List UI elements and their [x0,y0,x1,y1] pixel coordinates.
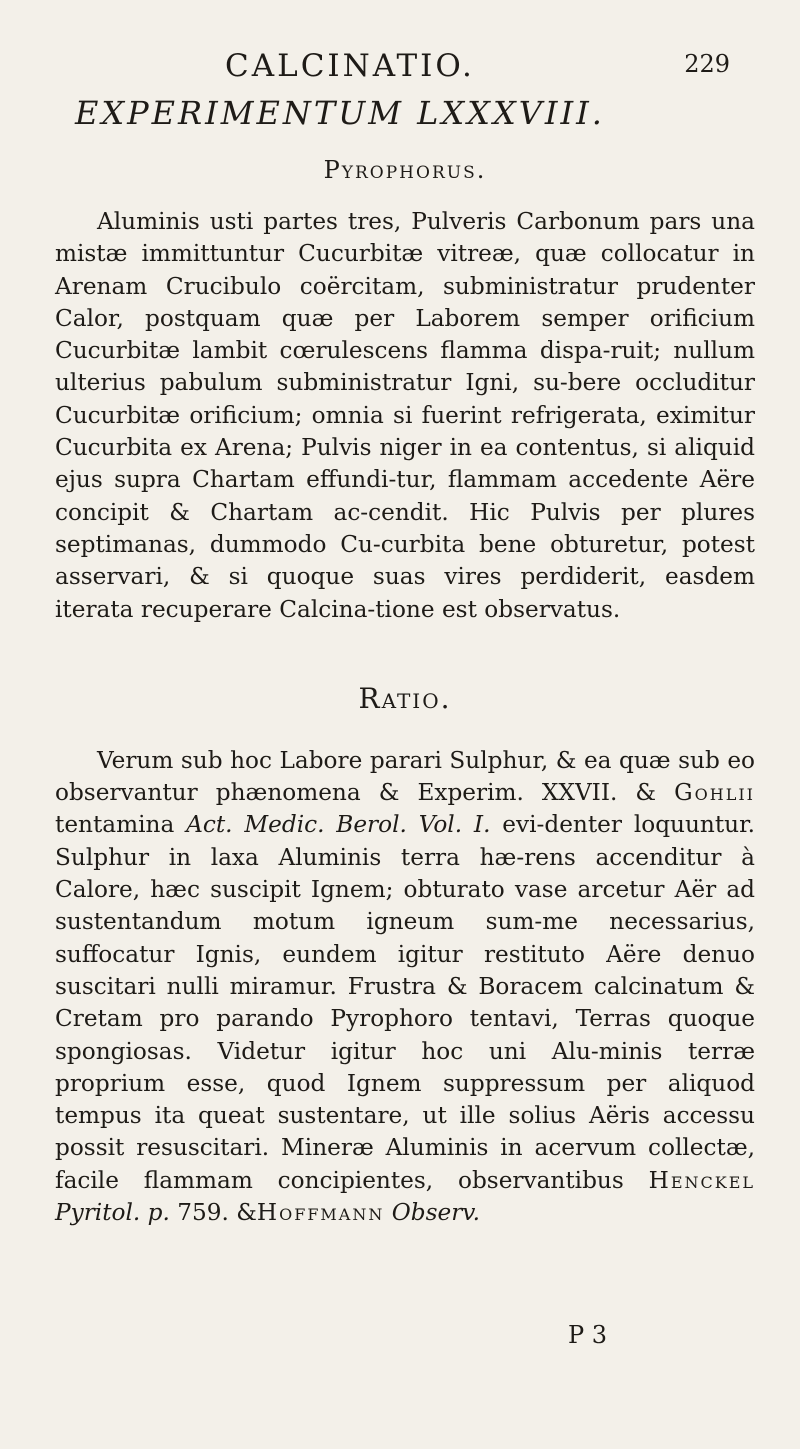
experiment-paragraph: Aluminis usti partes tres, Pulveris Carbonum pars una mistæ immittuntur Cucurbitæ vitreæ, quæ collocatur in Arenam Crucibulo coërcitam, subministratur prudenter Calor, postquam quæ per Laborem semper orificium Cucurbitæ lambit cœrulescens flamma dispa-ruit; nullum ulterius pabulum subministratur Igni, su-bere occluditur Cucurbitæ orificium; omnia si fuerint refrigerata, eximitur Cucurbita ex Arena; Pulvis niger in ea contentus, si aliquid ejus supra Chartam effundi-tur, flammam accedente Aëre concipit & Chartam ac-cendit. Hic Pulvis per plures septimanas, dummodo Cu-curbita bene obturetur, potest asservari, & si quoque suas vires perdiderit, easdem iterata recuperare Calcina-tione est observatus. [55,208,755,623]
running-head [55,48,755,92]
citation-observationes: Observ. [391,1199,481,1227]
citation-pyritologia: Pyritol. p. [55,1199,170,1227]
author-henckel: Henckel [648,1166,755,1194]
ratio-heading: Ratio. [358,681,452,715]
ratio-text-2: tentamina [55,811,187,839]
running-title: CALCINATIO. [225,48,475,84]
signature-mark: P 3 [568,1321,608,1349]
ratio-text-4: 759. & [169,1199,257,1227]
author-hoffmann: Hoffmann [256,1199,385,1227]
ratio-text-3: evi-denter loquuntur. Sulphur in laxa Aluminis terra hæ-rens accenditur à Calore, hæc suscipit Ignem; obturato vase arcetur Aër ad sustentandum motum igneum sum-me necessarius, suffocatur Ignis, eundem igitur restituto Aëre denuo suscitari nulli miramur. Frustra & Boracem calcinatum & Cretam pro parando Pyrophoro tentavi, Terras quoque spongiosas. Videtur igitur hoc uni Alu-minis terræ proprium esse, quod Ignem suppressum per aliquod tempus ita queat sustentare, ut ille solius Aëris accessu possit resuscitari. Mineræ Aluminis in acervum collectæ, facile flammam concipientes, observantibus [55,811,755,1194]
ratio-text-1: Verum sub hoc Labore parari Sulphur, & ea quæ sub eo observantur phænomena & Experim. XXVII. & [55,746,755,807]
ratio-paragraph [55,745,755,1229]
citation-acta-medica: Act. Medic. Berol. Vol. I. [186,811,491,839]
author-gohlius: Gohlii [674,779,755,807]
experiment-subtitle: Pyrophorus. [323,156,487,184]
experiment-title: EXPERIMENTUM LXXXVIII. [75,94,605,132]
book-page [55,48,755,1229]
page-number: 229 [684,50,730,78]
